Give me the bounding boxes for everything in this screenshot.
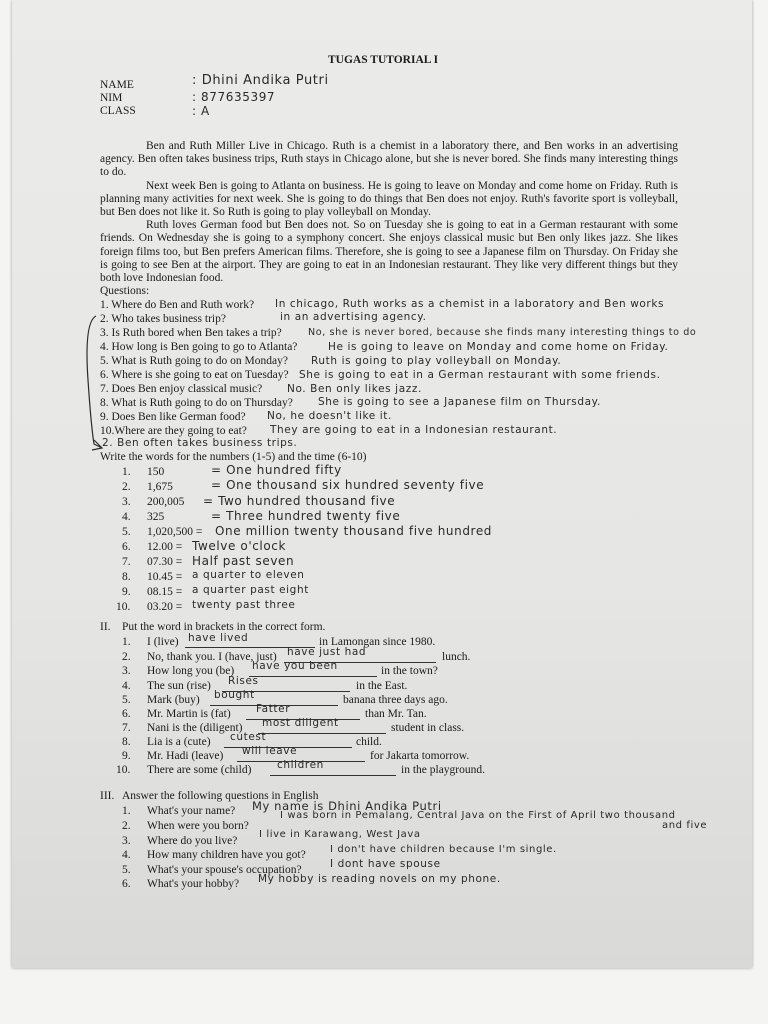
question-6: 6. Where is she going to eat on Tuesday? xyxy=(100,369,289,381)
time-answer: twenty past three xyxy=(192,599,296,611)
answer-2-continuation: in an advertising agency. xyxy=(280,311,427,323)
personal-question-index: 2. xyxy=(122,820,131,832)
answer-line xyxy=(258,722,386,734)
fill-item-index: 7. xyxy=(122,722,131,734)
number-value: 1,675 xyxy=(147,481,173,493)
fill-item-suffix: student in class. xyxy=(391,722,465,734)
section-2-instruction: Put the word in brackets in the correct form. xyxy=(122,621,326,633)
section-3-label: III. xyxy=(100,790,115,802)
personal-question-index: 6. xyxy=(122,878,131,890)
personal-question: What's your spouse's occupation? xyxy=(147,864,302,876)
section-2-label: II. xyxy=(100,621,111,633)
page-title: TUGAS TUTORIAL I xyxy=(328,54,439,66)
number-index: 3. xyxy=(122,496,131,508)
fill-item-prompt: How long you (be) xyxy=(147,665,235,677)
time-index: 9. xyxy=(122,586,131,598)
answer-line xyxy=(249,665,377,677)
fill-item-prompt: Mr. Hadi (leave) xyxy=(147,750,224,762)
fill-item-index: 9. xyxy=(122,750,131,762)
fill-item-suffix: child. xyxy=(356,736,382,748)
personal-question: When were you born? xyxy=(147,820,249,832)
time-answer: Half past seven xyxy=(192,554,295,568)
fill-item-suffix: in the playground. xyxy=(401,764,485,776)
question-3: 3. Is Ruth bored when Ben takes a trip? xyxy=(100,327,282,339)
fill-item-suffix: than Mr. Tan. xyxy=(365,708,427,720)
number-answer: = One hundred fifty xyxy=(211,463,342,477)
fill-item-answer: Rises xyxy=(228,675,259,687)
answer-10: They are going to eat in a Indonesian restaurant. xyxy=(270,424,558,436)
number-index: 2. xyxy=(122,481,131,493)
fill-item-answer: Fatter xyxy=(256,703,291,715)
number-index: 1. xyxy=(122,466,131,478)
number-answer: = Two hundred thousand five xyxy=(203,494,396,508)
number-index: 5. xyxy=(122,526,131,538)
fill-item-prompt: Lia is a (cute) xyxy=(147,736,211,748)
fill-item-answer: bought xyxy=(214,689,255,701)
fill-item-answer: will leave xyxy=(242,745,298,757)
fill-item-answer: children xyxy=(277,759,324,771)
fill-item-prompt: Mark (buy) xyxy=(147,694,200,706)
answer-1: In chicago, Ruth works as a chemist in a laboratory and Ben works xyxy=(275,298,665,310)
time-value: 03.20 = xyxy=(147,601,183,613)
class-value: : A xyxy=(192,104,210,118)
questions-label: Questions: xyxy=(100,285,150,297)
passage-paragraph: Ruth loves German food but Ben does not. So on Tuesday she is going to eat in a German restaurant with some friends. On Wednesday she is going to a symphony concert. She enjoys classical music but Ben only likes jazz. She likes foreign films too, but Ben prefers American films. Therefore, she is going to see a Japanese film on Thursday. On Friday she is going to see Ben at the airport. They are going to eat in an Indonesian restaurant. They like very different things but they both love Indonesian food. xyxy=(100,219,678,285)
answer-arrow xyxy=(82,310,112,460)
fill-item-prompt: Mr. Martin is (fat) xyxy=(147,708,231,720)
personal-question: What's your hobby? xyxy=(147,878,240,890)
answer-6: She is going to eat in a German restaurant with some friends. xyxy=(299,369,661,381)
time-value: 10.45 = xyxy=(147,571,183,583)
fill-item-index: 1. xyxy=(122,636,131,648)
personal-answer: My name is Dhini Andika Putri xyxy=(252,799,442,813)
number-answer: = One thousand six hundred seventy five xyxy=(211,478,485,492)
personal-question-index: 1. xyxy=(122,805,131,817)
time-answer: Twelve o'clock xyxy=(192,539,287,553)
question-10: 10.Where are they going to eat? xyxy=(100,425,247,437)
time-index: 8. xyxy=(122,571,131,583)
fill-item-index: 3. xyxy=(122,665,131,677)
question-1: 1. Where do Ben and Ruth work? xyxy=(100,299,255,311)
question-4: 4. How long is Ben going to go to Atlanta? xyxy=(100,341,298,353)
answer-3: No, she is never bored, because she finds many interesting things to do xyxy=(308,327,697,338)
nim-label: NIM xyxy=(100,92,123,104)
name-label: NAME xyxy=(100,79,134,91)
nim-value: : 877635397 xyxy=(192,90,276,104)
answer-5: Ruth is going to play volleyball on Monday. xyxy=(311,355,562,367)
class-label: CLASS xyxy=(100,105,136,117)
personal-answer: I was born in Pemalang, Central Java on the First of April two thousand xyxy=(280,810,676,821)
fill-item-suffix: in the East. xyxy=(356,680,408,692)
personal-answer: I dont have spouse xyxy=(330,858,441,870)
fill-item-answer: have lived xyxy=(188,632,249,644)
personal-answer-continuation: and five xyxy=(662,820,708,831)
time-answer: a quarter past eight xyxy=(192,584,309,596)
personal-question: How many children have you got? xyxy=(147,849,306,861)
number-answer: = Three hundred twenty five xyxy=(211,509,401,523)
time-answer: a quarter to eleven xyxy=(192,569,305,581)
personal-question-index: 4. xyxy=(122,849,131,861)
fill-item-suffix: in the town? xyxy=(381,665,438,677)
fill-item-index: 8. xyxy=(122,736,131,748)
question-5: 5. What is Ruth going to do on Monday? xyxy=(100,355,288,367)
fill-item-suffix: in Lamongan since 1980. xyxy=(319,636,436,648)
number-index: 4. xyxy=(122,511,131,523)
name-value: : Dhini Andika Putri xyxy=(192,73,329,88)
time-value: 12.00 = xyxy=(147,541,183,553)
fill-item-prompt: There are some (child) xyxy=(147,764,252,776)
answer-8: She is going to see a Japanese film on Thursday. xyxy=(318,396,601,408)
answer-line xyxy=(270,764,396,776)
fill-item-index: 4. xyxy=(122,680,131,692)
time-index: 10. xyxy=(116,601,131,613)
personal-question: What's your name? xyxy=(147,805,236,817)
fill-item-answer: cutest xyxy=(230,731,267,743)
number-value: 1,020,500 = xyxy=(147,526,203,538)
passage-paragraph: Next week Ben is going to Atlanta on business. He is going to leave on Monday and come home on Friday. Ruth is planning many activities for next week. She is going to do things that Ben does not enjoy. Ruth's favorite sport is volleyball, but Ben does not like it. So Ruth is going to play volleyball on Monday. xyxy=(100,179,678,219)
number-value: 150 xyxy=(147,466,165,478)
fill-item-index: 2. xyxy=(122,651,131,663)
fill-item-prompt: Nani is the (diligent) xyxy=(147,722,243,734)
question-8: 8. What is Ruth going to do on Thursday? xyxy=(100,397,293,409)
number-answer: One million twenty thousand five hundred xyxy=(215,524,493,538)
personal-question: Where do you live? xyxy=(147,835,238,847)
passage-paragraph: Ben and Ruth Miller Live in Chicago. Ruth is a chemist in a laboratory there, and Ben works in an advertising agency. Ben often takes business trips, Ruth stays in Chicago alone, but she is never bored. She finds many interesting things to do. xyxy=(100,140,678,179)
fill-item-index: 6. xyxy=(122,708,131,720)
time-index: 6. xyxy=(122,541,131,553)
number-value: 325 xyxy=(147,511,165,523)
worksheet-paper xyxy=(12,0,752,968)
question-2: 2. Who takes business trip? xyxy=(100,313,226,325)
answer-9: No, he doesn't like it. xyxy=(267,410,392,422)
personal-question-index: 5. xyxy=(122,864,131,876)
answer-2: 2. Ben often takes business trips. xyxy=(102,437,298,449)
time-value: 07.30 = xyxy=(147,556,183,568)
personal-answer: My hobby is reading novels on my phone. xyxy=(258,873,501,885)
fill-item-index: 10. xyxy=(116,764,131,776)
answer-4: He is going to leave on Monday and come home on Friday. xyxy=(328,341,669,353)
number-value: 200,005 xyxy=(147,496,185,508)
reading-passage xyxy=(100,140,678,285)
section-3-instruction: Answer the following questions in English xyxy=(122,790,319,802)
time-index: 7. xyxy=(122,556,131,568)
time-value: 08.15 = xyxy=(147,586,183,598)
fill-item-answer: have you been xyxy=(252,660,338,672)
fill-item-prompt: The sun (rise) xyxy=(147,680,211,692)
fill-item-prompt: No, thank you. I (have, just) xyxy=(147,651,277,663)
numbers-instruction: Write the words for the numbers (1-5) and the time (6-10) xyxy=(100,451,367,463)
fill-item-prompt: I (live) xyxy=(147,636,179,648)
fill-item-answer: most diligent xyxy=(262,717,339,729)
personal-question-index: 3. xyxy=(122,835,131,847)
personal-answer: I live in Karawang, West Java xyxy=(259,829,421,840)
fill-item-answer: have just had xyxy=(287,646,367,658)
answer-7: No. Ben only likes jazz. xyxy=(287,383,422,395)
fill-item-suffix: banana three days ago. xyxy=(343,694,448,706)
personal-answer: I don't have children because I'm single. xyxy=(330,844,557,855)
fill-item-index: 5. xyxy=(122,694,131,706)
fill-item-suffix: lunch. xyxy=(442,651,471,663)
question-7: 7. Does Ben enjoy classical music? xyxy=(100,383,263,395)
fill-item-suffix: for Jakarta tomorrow. xyxy=(370,750,470,762)
question-9: 9. Does Ben like German food? xyxy=(100,411,246,423)
